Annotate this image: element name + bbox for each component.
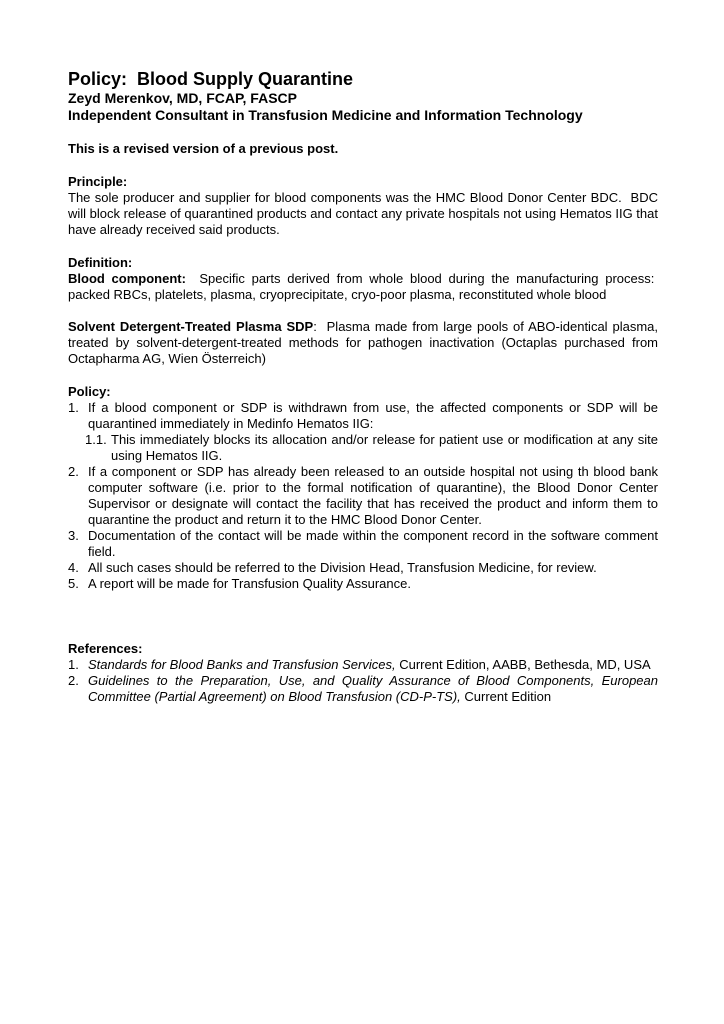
policy-subitem-1-1-text: This immediately blocks its allocation and/or release for patient use or modification at any site using Hematos IIG. (111, 432, 658, 463)
reference-item-2-title: Guidelines to the Preparation, Use, and Quality Assurance of Blood Components, European Committee (Partial Agreement) on Blood Transfusion (CD-P-TS), (88, 673, 658, 704)
reference-item-1-number: 1. (68, 657, 79, 672)
reference-item-2-text (88, 673, 658, 705)
policy-item-4 (68, 560, 658, 576)
policy-item-1 (68, 400, 658, 432)
blood-component-term: Blood component: (68, 271, 186, 286)
principle-heading: Principle: (68, 174, 128, 189)
document-page (68, 68, 658, 705)
policy-item-2-text: If a component or SDP has already been released to an outside hospital not using th blood bank computer software (i.e. prior to the formal notification of quarantine), the Blood Donor Center Supervisor or designate will contact the facility that has received the product and inform them to quarantine the product and return it to the HMC Blood Donor Center. (88, 464, 658, 527)
sdp-text: : Plasma made from large pools of ABO-identical plasma, treated by solvent-detergent-treated methods for pathogen inactivation (Octaplas purchased from Octapharma AG, Wien Österreich) (68, 319, 658, 366)
revision-note: This is a revised version of a previous post. (68, 141, 339, 156)
reference-item-1-text (88, 657, 658, 673)
policy-item-2 (68, 464, 658, 528)
policy-subitem-1-1 (85, 432, 658, 464)
author-line: Zeyd Merenkov, MD, FCAP, FASCP (68, 90, 297, 106)
references-list (68, 657, 658, 705)
policy-item-5-text: A report will be made for Transfusion Quality Assurance. (88, 576, 411, 591)
reference-item-2-number: 2. (68, 673, 79, 688)
policy-list (68, 400, 658, 592)
policy-item-2-number: 2. (68, 464, 79, 479)
reference-item-2 (68, 673, 658, 705)
policy-heading: Policy: (68, 384, 111, 399)
policy-item-5-number: 5. (68, 576, 79, 591)
policy-item-1-number: 1. (68, 400, 79, 415)
page-title: Policy: Blood Supply Quarantine (68, 69, 354, 89)
policy-item-4-number: 4. (68, 560, 79, 575)
reference-item-1-rest: Current Edition, AABB, Bethesda, MD, USA (395, 657, 651, 672)
definition-sdp (68, 319, 658, 367)
author-role-line: Independent Consultant in Transfusion Medicine and Information Technology (68, 107, 583, 123)
definition-blood-component (68, 271, 658, 303)
policy-item-3-number: 3. (68, 528, 79, 543)
policy-subitem-1-1-number: 1.1. (85, 432, 107, 447)
reference-item-2-rest: Current Edition (460, 689, 552, 704)
references-heading: References: (68, 641, 143, 656)
definition-heading: Definition: (68, 255, 133, 270)
policy-item-3-text: Documentation of the contact will be made within the component record in the software comment field. (88, 528, 658, 559)
sdp-term: Solvent Detergent-Treated Plasma SDP (68, 319, 314, 334)
blood-component-text: Specific parts derived from whole blood during the manufacturing process: packed RBCs, platelets, plasma, cryoprecipitate, cryo-poor plasma, reconstituted whole blood (68, 271, 658, 302)
policy-item-3 (68, 528, 658, 560)
policy-item-4-text: All such cases should be referred to the Division Head, Transfusion Medicine, for review. (88, 560, 597, 575)
reference-item-1 (68, 657, 658, 673)
policy-item-1-text: If a blood component or SDP is withdrawn from use, the affected components or SDP will be quarantined immediately in Medinfo Hematos IIG: (88, 400, 658, 431)
principle-body: The sole producer and supplier for blood components was the HMC Blood Donor Center BDC. BDC will block release of quarantined products and contact any private hospitals not using Hematos IIG that have already received said products. (68, 190, 658, 237)
reference-item-1-title: Standards for Blood Banks and Transfusion Services, (88, 657, 396, 672)
policy-item-5 (68, 576, 658, 592)
